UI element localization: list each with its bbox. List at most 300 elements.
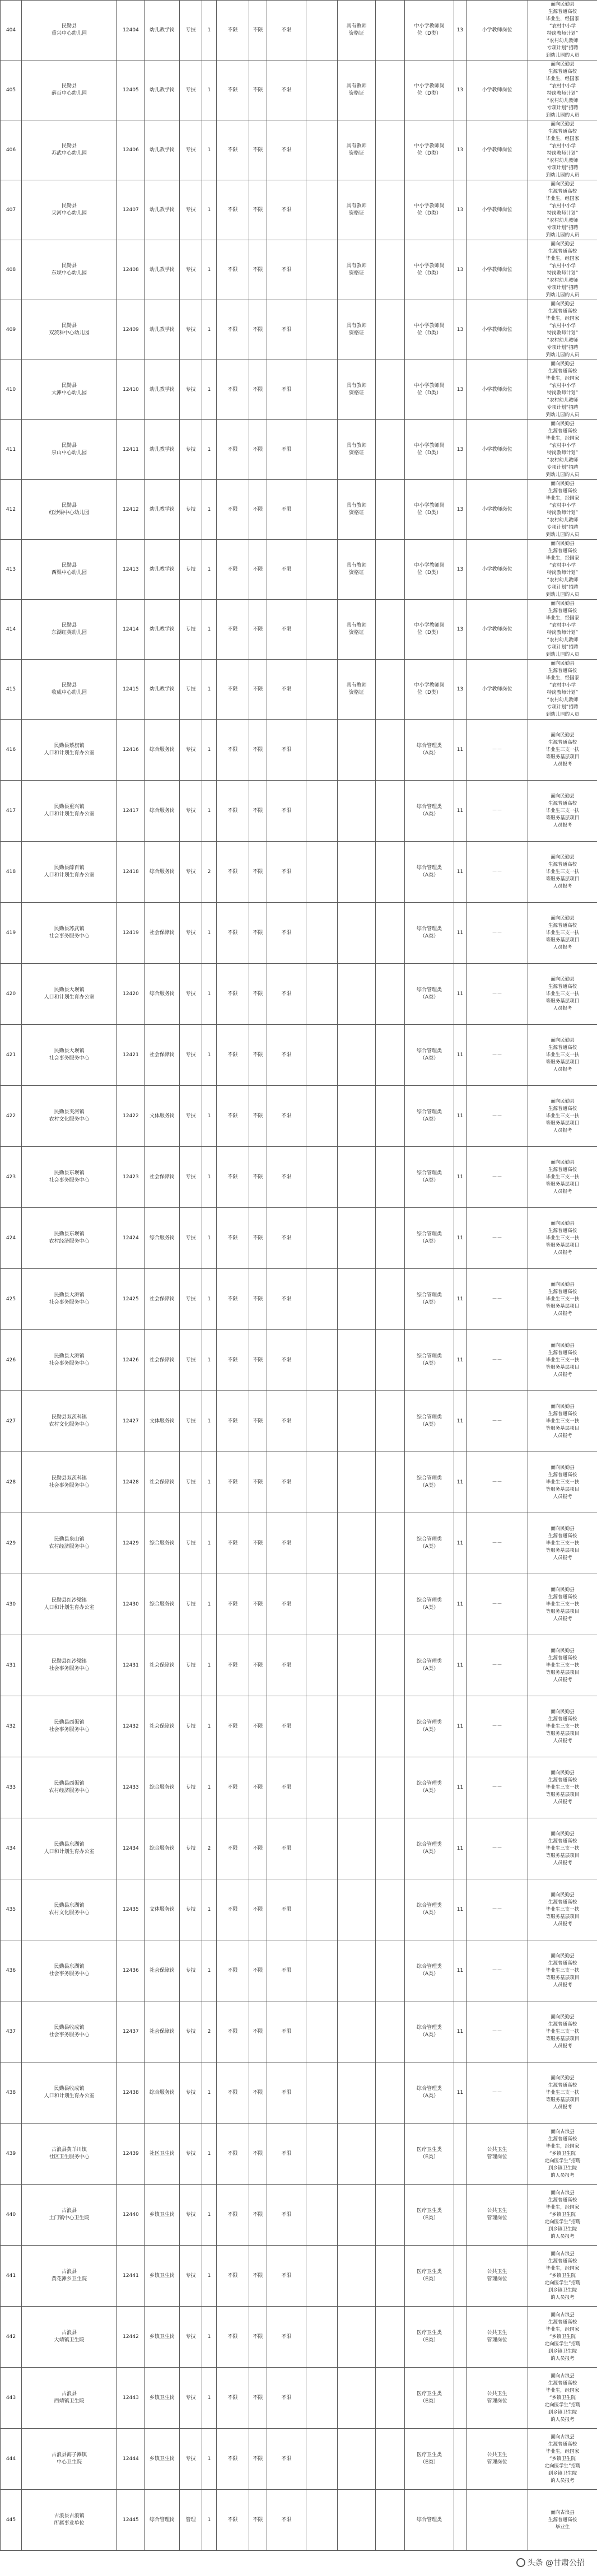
position-type-cell: 专技 [180,1086,202,1147]
subject-code-cell: 13 [454,540,467,600]
table-row [1,1391,597,1452]
age-cell [306,2001,338,2062]
major-requirement-cell: 不限 [267,1696,306,1757]
remark-cell: 面向古浪县 生源普通高校 毕业生 [528,2490,597,2551]
subject-code-cell: 13 [454,180,467,240]
position-type-cell: 专技 [180,240,202,300]
age-cell [306,240,338,300]
unit-name-cell: 民勤县 东湖红英幼儿园 [22,600,117,660]
post-category-cell: 公共卫生 管理岗位 [467,2368,528,2429]
position-code-cell: 12428 [117,1452,145,1513]
education-cell: 不限 [217,1574,249,1635]
position-code-cell: 12433 [117,1757,145,1818]
recruit-count-cell: 1 [202,540,217,600]
position-name-cell: 乡镇卫生岗 [145,2246,180,2307]
row-number-cell: 418 [1,842,22,903]
position-code-cell: 12423 [117,1147,145,1208]
education-cell: 不限 [217,1635,249,1696]
degree-cell: 不限 [249,240,267,300]
remark-cell: 面向民勤县 生源普通高校 毕业生三支一扶 等服务基层项目 人员报考 [528,842,597,903]
position-code-cell: 12408 [117,240,145,300]
age-cell [306,2368,338,2429]
education-cell: 不限 [217,964,249,1025]
degree-cell: 不限 [249,1391,267,1452]
exam-category-cell: 综合管理类 （A类） [405,1574,454,1635]
degree-cell: 不限 [249,1086,267,1147]
position-type-cell: 专技 [180,300,202,360]
post-category-cell: 公共卫生 管理岗位 [467,2246,528,2307]
qualification-cell: 具有教师 资格证 [338,360,376,420]
position-name-cell: 社会保障岗 [145,1330,180,1391]
degree-cell: 不限 [249,180,267,240]
recruit-count-cell: 1 [202,1330,217,1391]
degree-cell: 不限 [249,720,267,781]
subject-code-cell: 11 [454,964,467,1025]
position-code-cell: 12439 [117,2124,145,2185]
position-code-cell: 12431 [117,1635,145,1696]
major-requirement-cell: 不限 [267,1513,306,1574]
education-cell: 不限 [217,1757,249,1818]
recruit-count-cell: 1 [202,2307,217,2368]
age-cell [306,540,338,600]
position-name-cell: 社会保障岗 [145,1696,180,1757]
other-cell [376,1696,405,1757]
age-cell [306,1,338,60]
remark-cell: 面向民勤县 生源普通高校 毕业生三支一扶 等服务基层项目 人员报考 [528,1208,597,1269]
row-number-cell: 426 [1,1330,22,1391]
row-number-cell: 413 [1,540,22,600]
unit-name-cell: 民勤县东坝镇 农村经济服务中心 [22,1208,117,1269]
position-name-cell: 乡镇卫生岗 [145,2185,180,2246]
recruit-count-cell: 1 [202,964,217,1025]
exam-category-cell: 综合管理类 （A类） [405,1757,454,1818]
position-name-cell: 幼儿教学岗 [145,540,180,600]
age-cell [306,781,338,842]
position-type-cell: 管理 [180,2490,202,2551]
table-row [1,1330,597,1391]
table-row [1,1879,597,1940]
exam-category-cell: 中小学教师岗 位（D类） [405,360,454,420]
position-type-cell: 专技 [180,2001,202,2062]
position-code-cell: 12442 [117,2307,145,2368]
row-number-cell: 414 [1,600,22,660]
row-number-cell: 423 [1,1147,22,1208]
qualification-cell [338,720,376,781]
qualification-cell [338,781,376,842]
unit-name-cell: 民勤县西渠镇 农村经济服务中心 [22,1757,117,1818]
watermark [513,2556,588,2569]
unit-name-cell: 民勤县 夹河中心幼儿园 [22,180,117,240]
qualification-cell [338,1696,376,1757]
major-requirement-cell: 不限 [267,240,306,300]
row-number-cell: 429 [1,1513,22,1574]
recruit-count-cell: 1 [202,480,217,540]
exam-category-cell: 医疗卫生类 （E类） [405,2368,454,2429]
row-number-cell: 441 [1,2246,22,2307]
table-row [1,964,597,1025]
post-category-cell: －－ [467,842,528,903]
age-cell [306,1818,338,1879]
remark-cell: 面向民勤县 生源普通高校 毕业生，经国家 “农村中小学 特岗教师计划” “农村幼儿教师 专项计划”招聘 到幼儿园的人员 [528,1,597,60]
post-category-cell: －－ [467,1940,528,2001]
qualification-cell [338,1269,376,1330]
table-row [1,1269,597,1330]
position-code-cell: 12405 [117,60,145,120]
degree-cell: 不限 [249,1879,267,1940]
degree-cell: 不限 [249,2368,267,2429]
subject-code-cell: 11 [454,1574,467,1635]
education-cell: 不限 [217,1452,249,1513]
unit-name-cell: 民勤县 收成中心幼儿园 [22,660,117,720]
age-cell [306,1574,338,1635]
remark-cell: 面向古浪县 生源普通高校 毕业生，经国家 “乡镇卫生院 定向医学生”招聘 到乡镇卫生院 的人员报考 [528,2429,597,2490]
exam-category-cell: 综合管理类 [405,2490,454,2551]
post-category-cell: 公共卫生 管理岗位 [467,2185,528,2246]
major-requirement-cell: 不限 [267,180,306,240]
row-number-cell: 437 [1,2001,22,2062]
position-name-cell: 乡镇卫生岗 [145,2368,180,2429]
position-name-cell: 综合服务岗 [145,1513,180,1574]
recruit-count-cell: 1 [202,420,217,480]
degree-cell: 不限 [249,1452,267,1513]
education-cell: 不限 [217,2124,249,2185]
position-code-cell: 12410 [117,360,145,420]
unit-name-cell: 民勤县双茨科镇 农村文化服务中心 [22,1391,117,1452]
position-type-cell: 专技 [180,1879,202,1940]
table-row [1,1574,597,1635]
subject-code-cell: 13 [454,300,467,360]
position-type-cell: 专技 [180,903,202,964]
degree-cell: 不限 [249,1818,267,1879]
age-cell [306,842,338,903]
table-row [1,2001,597,2062]
unit-name-cell: 古浪县 黄花滩乡卫生院 [22,2246,117,2307]
unit-name-cell: 民勤县 薛百中心幼儿园 [22,60,117,120]
degree-cell: 不限 [249,300,267,360]
position-name-cell: 综合服务岗 [145,1818,180,1879]
qualification-cell: 具有教师 资格证 [338,240,376,300]
degree-cell: 不限 [249,2429,267,2490]
position-name-cell: 幼儿教学岗 [145,60,180,120]
recruit-count-cell: 1 [202,2185,217,2246]
other-cell [376,2062,405,2124]
exam-category-cell: 中小学教师岗 位（D类） [405,60,454,120]
age-cell [306,2185,338,2246]
post-category-cell: －－ [467,903,528,964]
position-type-cell: 专技 [180,2368,202,2429]
exam-category-cell: 综合管理类 （A类） [405,903,454,964]
table-row [1,300,597,360]
position-name-cell: 幼儿教学岗 [145,240,180,300]
education-cell: 不限 [217,1818,249,1879]
position-type-cell: 专技 [180,2124,202,2185]
age-cell [306,1086,338,1147]
post-category-cell: －－ [467,1330,528,1391]
position-type-cell: 专技 [180,360,202,420]
unit-name-cell: 民勤县红沙梁镇 人口和计划生育办公室 [22,1574,117,1635]
remark-cell: 面向民勤县 生源普通高校 毕业生三支一扶 等服务基层项目 人员报考 [528,1696,597,1757]
education-cell: 不限 [217,300,249,360]
position-name-cell: 幼儿教学岗 [145,120,180,180]
subject-code-cell: 13 [454,420,467,480]
remark-cell: 面向民勤县 生源普通高校 毕业生三支一扶 等服务基层项目 人员报考 [528,1757,597,1818]
remark-cell: 面向民勤县 生源普通高校 毕业生三支一扶 等服务基层项目 人员报考 [528,1818,597,1879]
position-name-cell: 乡镇卫生岗 [145,2429,180,2490]
remark-cell: 面向民勤县 生源普通高校 毕业生，经国家 “农村中小学 特岗教师计划” “农村幼儿教师 专项计划”招聘 到幼儿园的人员 [528,300,597,360]
major-requirement-cell: 不限 [267,842,306,903]
position-type-cell: 专技 [180,1452,202,1513]
qualification-cell [338,2307,376,2368]
position-code-cell: 12427 [117,1391,145,1452]
recruit-count-cell: 1 [202,2246,217,2307]
age-cell [306,300,338,360]
remark-cell: 面向民勤县 生源普通高校 毕业生三支一扶 等服务基层项目 人员报考 [528,1391,597,1452]
major-requirement-cell: 不限 [267,1330,306,1391]
other-cell [376,2307,405,2368]
degree-cell: 不限 [249,2185,267,2246]
position-name-cell: 社会保障岗 [145,1147,180,1208]
post-category-cell: 小学教师岗位 [467,1,528,60]
major-requirement-cell: 不限 [267,2246,306,2307]
other-cell [376,1208,405,1269]
position-name-cell: 综合服务岗 [145,720,180,781]
post-category-cell: 小学教师岗位 [467,420,528,480]
major-requirement-cell: 不限 [267,540,306,600]
qualification-cell [338,1635,376,1696]
position-name-cell: 综合服务岗 [145,1757,180,1818]
age-cell [306,1635,338,1696]
row-number-cell: 443 [1,2368,22,2429]
unit-name-cell: 民勤县收成镇 人口和计划生育办公室 [22,2062,117,2124]
remark-cell: 面向古浪县 生源普通高校 毕业生，经国家 “乡镇卫生院 定向医学生”招聘 到乡镇卫生院 的人员报考 [528,2124,597,2185]
position-code-cell: 12417 [117,781,145,842]
recruit-count-cell: 2 [202,2001,217,2062]
remark-cell: 面向民勤县 生源普通高校 毕业生三支一扶 等服务基层项目 人员报考 [528,1452,597,1513]
row-number-cell: 433 [1,1757,22,1818]
post-category-cell: －－ [467,1696,528,1757]
degree-cell: 不限 [249,964,267,1025]
recruit-count-cell: 2 [202,1818,217,1879]
subject-code-cell: 11 [454,2062,467,2124]
post-category-cell: －－ [467,1086,528,1147]
position-type-cell: 专技 [180,842,202,903]
position-type-cell: 专技 [180,1147,202,1208]
exam-category-cell: 中小学教师岗 位（D类） [405,420,454,480]
education-cell: 不限 [217,1330,249,1391]
qualification-cell: 具有教师 资格证 [338,540,376,600]
age-cell [306,720,338,781]
remark-cell: 面向民勤县 生源普通高校 毕业生三支一扶 等服务基层项目 人员报考 [528,1940,597,2001]
table-row [1,360,597,420]
major-requirement-cell: 不限 [267,360,306,420]
row-number-cell: 404 [1,1,22,60]
age-cell [306,2246,338,2307]
exam-category-cell: 综合管理类 （A类） [405,1330,454,1391]
subject-code-cell: 11 [454,2001,467,2062]
position-name-cell: 社会保障岗 [145,1269,180,1330]
major-requirement-cell: 不限 [267,2185,306,2246]
remark-cell: 面向民勤县 生源普通高校 毕业生，经国家 “农村中小学 特岗教师计划” “农村幼儿教师 专项计划”招聘 到幼儿园的人员 [528,120,597,180]
other-cell [376,1513,405,1574]
education-cell: 不限 [217,2307,249,2368]
subject-code-cell: 11 [454,1208,467,1269]
other-cell [376,540,405,600]
recruit-count-cell: 1 [202,240,217,300]
position-type-cell: 专技 [180,1696,202,1757]
major-requirement-cell: 不限 [267,1879,306,1940]
position-type-cell: 专技 [180,1,202,60]
other-cell [376,420,405,480]
remark-cell: 面向古浪县 生源普通高校 毕业生，经国家 “乡镇卫生院 定向医学生”招聘 到乡镇卫生院 的人员报考 [528,2246,597,2307]
position-type-cell: 专技 [180,1391,202,1452]
position-type-cell: 专技 [180,600,202,660]
position-code-cell: 12416 [117,720,145,781]
position-name-cell: 社区卫生岗 [145,2124,180,2185]
remark-cell: 面向民勤县 生源普通高校 毕业生三支一扶 等服务基层项目 人员报考 [528,1025,597,1086]
table-row [1,2368,597,2429]
remark-cell: 面向古浪县 生源普通高校 毕业生，经国家 “乡镇卫生院 定向医学生”招聘 到乡镇卫生院 的人员报考 [528,2368,597,2429]
recruit-count-cell: 1 [202,1879,217,1940]
major-requirement-cell: 不限 [267,1635,306,1696]
position-name-cell: 综合服务岗 [145,1208,180,1269]
subject-code-cell: 11 [454,1818,467,1879]
degree-cell: 不限 [249,2307,267,2368]
age-cell [306,2307,338,2368]
other-cell [376,1574,405,1635]
row-number-cell: 439 [1,2124,22,2185]
major-requirement-cell: 不限 [267,1574,306,1635]
recruit-count-cell: 1 [202,600,217,660]
position-type-cell: 专技 [180,2246,202,2307]
major-requirement-cell: 不限 [267,1818,306,1879]
education-cell: 不限 [217,1391,249,1452]
unit-name-cell: 民勤县大坝镇 社会事务服务中心 [22,1025,117,1086]
position-type-cell: 专技 [180,1635,202,1696]
unit-name-cell: 古浪县 西靖镇卫生院 [22,2368,117,2429]
exam-category-cell: 综合管理类 （A类） [405,1208,454,1269]
recruit-count-cell: 1 [202,1269,217,1330]
education-cell: 不限 [217,2062,249,2124]
position-type-cell: 专技 [180,781,202,842]
other-cell [376,1635,405,1696]
position-type-cell: 专技 [180,1574,202,1635]
other-cell [376,1452,405,1513]
post-category-cell: 小学教师岗位 [467,600,528,660]
post-category-cell: －－ [467,720,528,781]
position-name-cell: 乡镇卫生岗 [145,2307,180,2368]
remark-cell: 面向民勤县 生源普通高校 毕业生，经国家 “农村中小学 特岗教师计划” “农村幼儿教师 专项计划”招聘 到幼儿园的人员 [528,540,597,600]
table-row [1,60,597,120]
qualification-cell [338,1147,376,1208]
major-requirement-cell: 不限 [267,480,306,540]
unit-name-cell: 民勤县大滩镇 社会事务服务中心 [22,1269,117,1330]
position-code-cell: 12407 [117,180,145,240]
position-name-cell: 综合服务岗 [145,964,180,1025]
position-type-cell: 专技 [180,2429,202,2490]
degree-cell: 不限 [249,1,267,60]
position-code-cell: 12436 [117,1940,145,2001]
table-row [1,1086,597,1147]
education-cell: 不限 [217,1086,249,1147]
degree-cell: 不限 [249,2246,267,2307]
row-number-cell: 419 [1,903,22,964]
subject-code-cell: 11 [454,781,467,842]
exam-category-cell: 综合管理类 （A类） [405,781,454,842]
watermark-text: 头条 @甘肃公招 [527,2559,585,2568]
recruit-count-cell: 1 [202,2368,217,2429]
recruit-count-cell: 1 [202,1025,217,1086]
post-category-cell: 小学教师岗位 [467,540,528,600]
remark-cell: 面向民勤县 生源普通高校 毕业生三支一扶 等服务基层项目 人员报考 [528,781,597,842]
other-cell [376,1757,405,1818]
remark-cell: 面向民勤县 生源普通高校 毕业生，经国家 “农村中小学 特岗教师计划” “农村幼儿教师 专项计划”招聘 到幼儿园的人员 [528,480,597,540]
qualification-cell [338,1330,376,1391]
remark-cell: 面向民勤县 生源普通高校 毕业生三支一扶 等服务基层项目 人员报考 [528,1574,597,1635]
degree-cell: 不限 [249,1330,267,1391]
table-row [1,1757,597,1818]
exam-category-cell: 中小学教师岗 位（D类） [405,240,454,300]
position-name-cell: 社会保障岗 [145,1940,180,2001]
qualification-cell [338,2185,376,2246]
row-number-cell: 438 [1,2062,22,2124]
degree-cell: 不限 [249,1940,267,2001]
unit-name-cell: 民勤县大坝镇 人口和计划生育办公室 [22,964,117,1025]
major-requirement-cell: 不限 [267,720,306,781]
degree-cell: 不限 [249,842,267,903]
qualification-cell [338,2490,376,2551]
major-requirement-cell: 不限 [267,1269,306,1330]
remark-cell: 面向民勤县 生源普通高校 毕业生，经国家 “农村中小学 特岗教师计划” “农村幼儿教师 专项计划”招聘 到幼儿园的人员 [528,60,597,120]
age-cell [306,180,338,240]
qualification-cell: 具有教师 资格证 [338,660,376,720]
subject-code-cell [454,2490,467,2551]
qualification-cell [338,2062,376,2124]
position-code-cell: 12421 [117,1025,145,1086]
exam-category-cell: 中小学教师岗 位（D类） [405,660,454,720]
recruit-count-cell: 1 [202,180,217,240]
degree-cell: 不限 [249,1757,267,1818]
subject-code-cell: 11 [454,1391,467,1452]
subject-code-cell [454,2124,467,2185]
major-requirement-cell: 不限 [267,1940,306,2001]
row-number-cell: 417 [1,781,22,842]
other-cell [376,1940,405,2001]
exam-category-cell: 综合管理类 （A类） [405,964,454,1025]
remark-cell: 面向民勤县 生源普通高校 毕业生，经国家 “农村中小学 特岗教师计划” “农村幼儿教师 专项计划”招聘 到幼儿园的人员 [528,420,597,480]
other-cell [376,903,405,964]
position-code-cell: 12441 [117,2246,145,2307]
major-requirement-cell: 不限 [267,2062,306,2124]
row-number-cell: 407 [1,180,22,240]
major-requirement-cell: 不限 [267,2368,306,2429]
recruit-count-cell: 1 [202,60,217,120]
age-cell [306,1940,338,2001]
remark-cell: 面向民勤县 生源普通高校 毕业生三支一扶 等服务基层项目 人员报考 [528,1513,597,1574]
position-type-cell: 专技 [180,660,202,720]
table-row [1,180,597,240]
remark-cell: 面向民勤县 生源普通高校 毕业生三支一扶 等服务基层项目 人员报考 [528,2001,597,2062]
qualification-cell [338,964,376,1025]
subject-code-cell: 11 [454,903,467,964]
major-requirement-cell: 不限 [267,1025,306,1086]
post-category-cell: －－ [467,781,528,842]
qualification-cell [338,1391,376,1452]
education-cell: 不限 [217,1025,249,1086]
major-requirement-cell: 不限 [267,964,306,1025]
row-number-cell: 430 [1,1574,22,1635]
position-type-cell: 专技 [180,1269,202,1330]
age-cell [306,1208,338,1269]
